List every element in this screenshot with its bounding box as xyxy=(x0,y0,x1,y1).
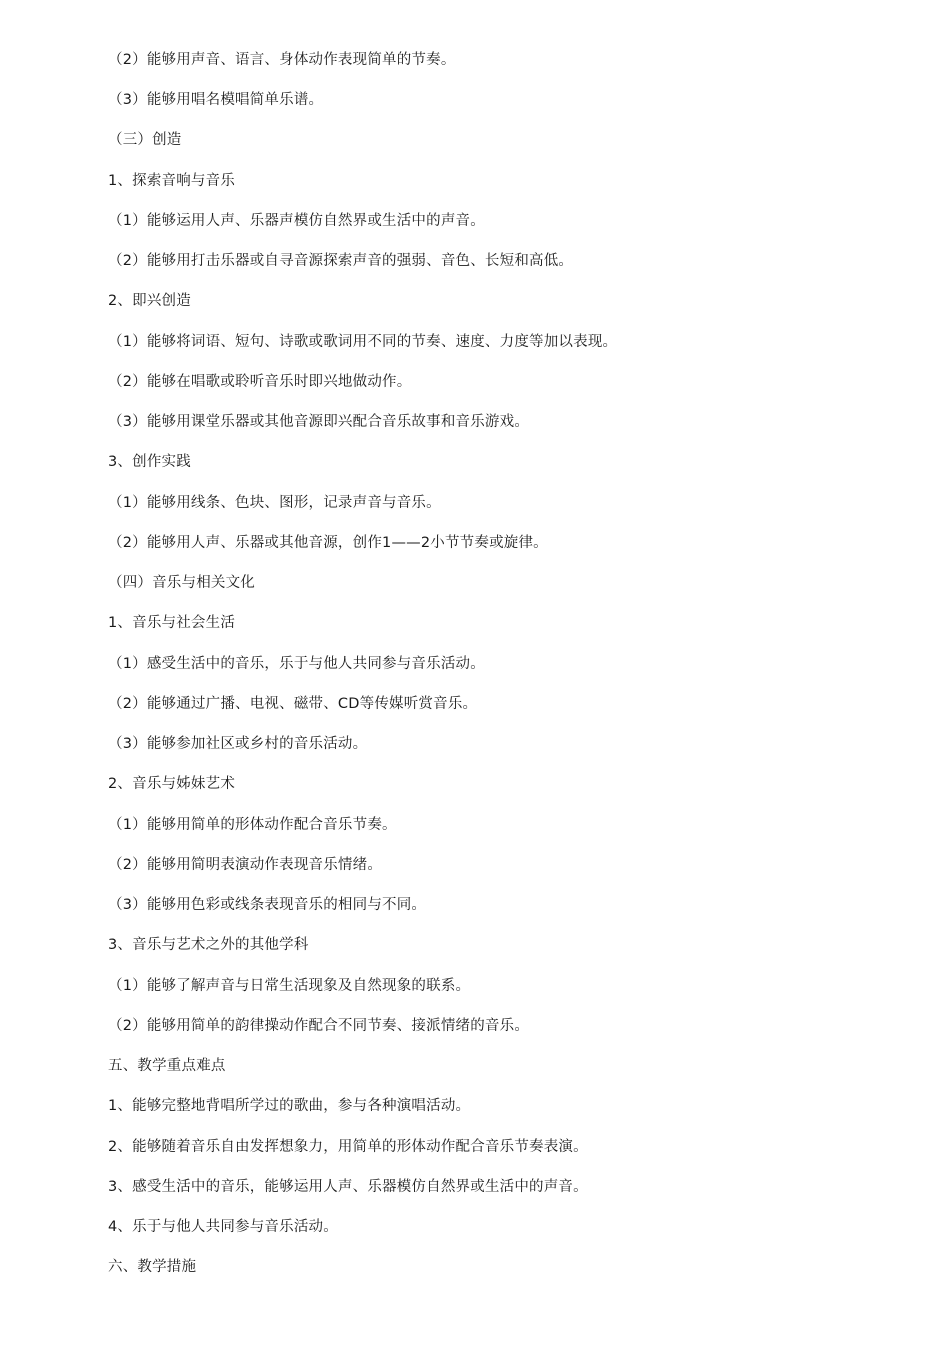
section-heading: 五、教学重点难点 xyxy=(108,1058,226,1074)
text-line: 2、能够随着音乐自由发挥想象力，用简单的形体动作配合音乐节奏表演。 xyxy=(108,1139,588,1155)
text-line: （3）能够用唱名模唱简单乐谱。 xyxy=(108,92,324,108)
text-line: （2）能够用声音、语言、身体动作表现简单的节奏。 xyxy=(108,52,456,68)
text-line: （1）能够将词语、短句、诗歌或歌词用不同的节奏、速度、力度等加以表现。 xyxy=(108,334,618,350)
text-line: （2）能够通过广播、电视、磁带、CD等传媒听赏音乐。 xyxy=(108,696,478,712)
section-heading: 六、教学措施 xyxy=(108,1259,197,1275)
text-line: （3）能够用课堂乐器或其他音源即兴配合音乐故事和音乐游戏。 xyxy=(108,414,530,430)
text-line: （2）能够用简明表演动作表现音乐情绪。 xyxy=(108,857,383,873)
subsection-heading: 2、音乐与姊妹艺术 xyxy=(108,776,236,792)
subsection-heading: 3、创作实践 xyxy=(108,454,191,470)
subsection-heading: 1、探索音响与音乐 xyxy=(108,173,236,189)
text-line: （1）能够了解声音与日常生活现象及自然现象的联系。 xyxy=(108,978,471,994)
text-line: 3、感受生活中的音乐，能够运用人声、乐器模仿自然界或生活中的声音。 xyxy=(108,1179,588,1195)
text-line: （1）能够用线条、色块、图形，记录声音与音乐。 xyxy=(108,495,441,511)
text-line: 1、能够完整地背唱所学过的歌曲，参与各种演唱活动。 xyxy=(108,1098,471,1114)
text-line: （1）能够用简单的形体动作配合音乐节奏。 xyxy=(108,817,397,833)
text-line: （2）能够用打击乐器或自寻音源探索声音的强弱、音色、长短和高低。 xyxy=(108,253,574,269)
text-line: （3）能够用色彩或线条表现音乐的相同与不同。 xyxy=(108,897,427,913)
text-line: （2）能够用人声、乐器或其他音源，创作1——2小节节奏或旋律。 xyxy=(108,535,548,551)
subsection-heading: 2、即兴创造 xyxy=(108,293,191,309)
subsection-heading: 1、音乐与社会生活 xyxy=(108,615,236,631)
text-line: （1）能够运用人声、乐器声模仿自然界或生活中的声音。 xyxy=(108,213,485,229)
section-heading: （四）音乐与相关文化 xyxy=(108,575,255,591)
subsection-heading: 3、音乐与艺术之外的其他学科 xyxy=(108,937,309,953)
text-line: 4、乐于与他人共同参与音乐活动。 xyxy=(108,1219,338,1235)
text-line: （1）感受生活中的音乐，乐于与他人共同参与音乐活动。 xyxy=(108,656,485,672)
text-line: （2）能够用简单的韵律操动作配合不同节奏、接派情绪的音乐。 xyxy=(108,1018,530,1034)
text-line: （2）能够在唱歌或聆听音乐时即兴地做动作。 xyxy=(108,374,412,390)
text-line: （3）能够参加社区或乡村的音乐活动。 xyxy=(108,736,368,752)
section-heading: （三）创造 xyxy=(108,132,182,148)
